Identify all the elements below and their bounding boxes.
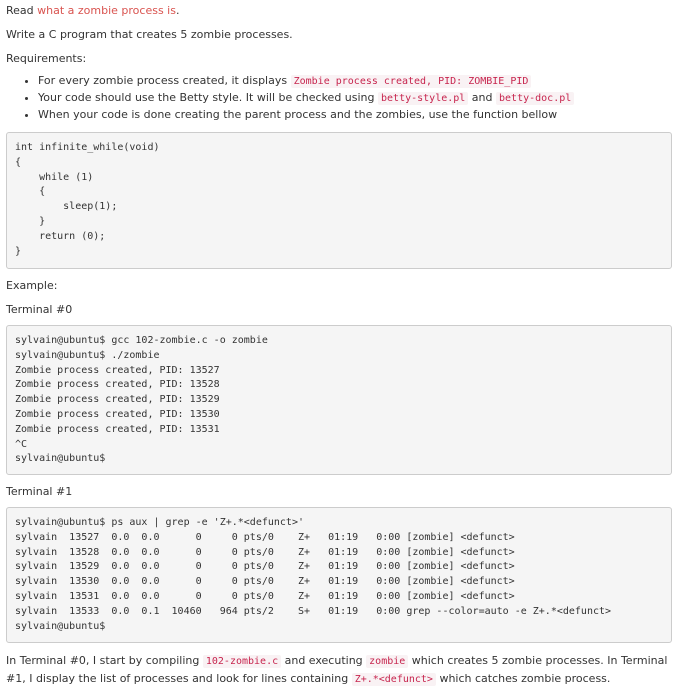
- intro-text: Read: [6, 4, 38, 17]
- terminal1-output: sylvain@ubuntu$ ps aux | grep -e 'Z+.*<defunct>' sylvain 13527 0.0 0.0 0 0 pts/0 Z+ 01:19 0:00 [zombie] <defunct> sylvain 13528 0.0 0.0 0 0 pts/0 Z+ 01:19 0:00 [zombie] <defunct> sylvain 13529 0.0 0.0 0 0 pts/0 Z+ 01:19 0:00 [zombie] <defunct> sylvain 13530 0.0 0.0 0 0 pts/0 Z+ 01:19 0:00 [zombie] <defunct> sylvain 13531 0.0 0.0 0 0 pts/0 Z+ 01:19 0:00 [zombie] <defunct> sylvain 13533 0.0 0.1 10460 964 pts/2 S+ 01:19 0:00 grep --color=auto -e Z+.*<defunct> sylvain@ubuntu$: [15, 517, 612, 632]
- requirement-text: and: [468, 91, 497, 104]
- terminal1-code-block: [6, 507, 672, 643]
- requirement-text: For every zombie process created, it displays: [38, 74, 291, 87]
- requirements-heading: Requirements:: [6, 52, 87, 65]
- intro-suffix: .: [175, 4, 180, 17]
- terminal0-code-block: [6, 325, 672, 475]
- terminal0-label: Terminal #0: [6, 303, 73, 316]
- executable-code: zombie: [366, 655, 408, 668]
- betty-style-code: betty-style.pl: [378, 92, 468, 105]
- requirement-item: [38, 90, 678, 107]
- summary-paragraph: [6, 652, 674, 688]
- example-label: Example:: [6, 279, 58, 292]
- summary-text: In Terminal #0, I start by compiling: [6, 654, 203, 667]
- grep-pattern-code: Z+.*<defunct>: [352, 673, 436, 686]
- requirement-text: When your code is done creating the parent process and the zombies, use the function bellow: [38, 108, 558, 121]
- requirement-text: Your code should use the Betty style. It will be checked using: [38, 91, 379, 104]
- intro-line: [6, 2, 674, 19]
- summary-text: which creates 5 zombie processes. In Terminal #1, I display the list of processes and look for lines containing: [6, 654, 668, 685]
- betty-doc-code: betty-doc.pl: [496, 92, 574, 105]
- terminal1-label: Terminal #1: [6, 485, 73, 498]
- requirement-item: [38, 107, 678, 123]
- function-code-block: [6, 132, 672, 269]
- source-file-code: 102-zombie.c: [203, 655, 281, 668]
- output-format-code: Zombie process created, PID: ZOMBIE_PID: [291, 75, 532, 88]
- requirement-item: [38, 73, 678, 90]
- task-description: Write a C program that creates 5 zombie processes.: [6, 28, 293, 41]
- summary-text: which catches zombie process.: [435, 672, 611, 685]
- terminal0-output: sylvain@ubuntu$ gcc 102-zombie.c -o zombie sylvain@ubuntu$ ./zombie Zombie process created, PID: 13527 Zombie process created, PID: 13528 Zombie process created, PID: 13529 Zombie process created, PID: 13530 Zombie process created, PID: 13531 ^C sylvain@ubuntu$: [15, 335, 268, 465]
- function-code: int infinite_while(void) { while (1) { sleep(1); } return (0); }: [15, 142, 160, 257]
- requirements-list: [0, 73, 678, 123]
- zombie-process-link[interactable]: what a zombie process is: [37, 4, 176, 17]
- summary-text: and executing: [281, 654, 367, 667]
